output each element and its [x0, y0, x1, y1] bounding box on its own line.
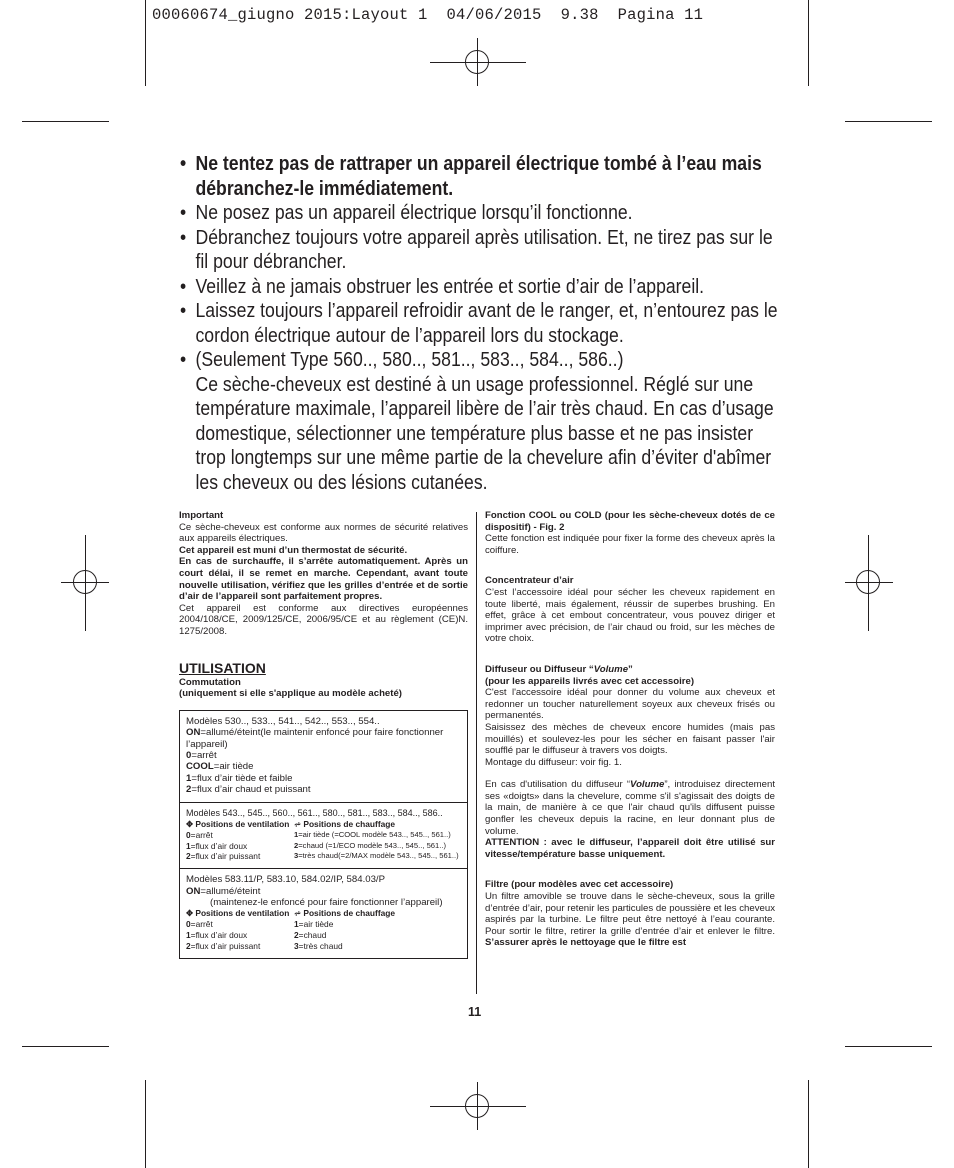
attention-note: ATTENTION : avec le diffuseur, l’appareil doit être utilisé sur vitesse/température basse uniquement. — [485, 837, 775, 860]
cool-text: Cette fonction est indiquée pour fixer la forme des cheveux après la coiffure. — [485, 533, 775, 556]
important-text: Ce sèche-cheveux est conforme aux normes de sécurité relatives aux appareils électriques. — [179, 521, 468, 545]
safety-warnings — [180, 152, 778, 495]
switch-box-2: Modèles 543.., 545.., 560.., 561.., 580.., 581.., 583.., 584.., 586.. ✥ Positions de ventilation 0=arrêt 1=flux d’air doux 2=flux d’air puissant ⩫ Positions de chauffage 1=air tiède (=COOL modèle 543.., 545.., 561..) 2=chaud (=1/ECO modèle 543.., 545.., 561..) 3=très chaud(=2/MAX modèle 543.., 545.., 561..) — [180, 802, 467, 869]
diffuser-text: Montage du diffuseur: voir fig. 1. — [485, 756, 622, 768]
crop-mark — [808, 0, 809, 86]
left-column — [179, 510, 468, 959]
warning-item: • Veillez à ne jamais obstruer les entrée et sortie d’air de l’appareil. — [180, 274, 705, 298]
utilisation-heading: UTILISATION — [179, 659, 266, 676]
diffuser-heading: Diffuseur ou Diffuseur “Volume” — [485, 663, 633, 675]
fan-icon: ✥ — [186, 818, 194, 829]
heating-icon: ⩫ — [294, 818, 302, 829]
filter-heading: Filtre (pour modèles avec cet accessoire) — [485, 879, 674, 891]
fan-icon: ✥ — [186, 908, 194, 919]
warning-item: • Ne tentez pas de rattraper un appareil électrique tombé à l’eau mais débranchez-le immédiatement. — [180, 152, 762, 200]
crop-mark — [22, 1046, 109, 1047]
overheat-note: En cas de surchauffe, il s’arrête automatiquement. Après un court délai, il se remet en marche. Cependant, avant toute nouvelle utilisation, vérifiez que les grilles d’entrée et de sortie d’air de l’appareil sont parfaitement propres. — [179, 556, 468, 603]
crop-mark — [145, 0, 146, 86]
crop-mark — [145, 1080, 146, 1168]
models-line: Modèles 530.., 533.., 541.., 542.., 553.., 554.. — [186, 715, 380, 727]
registration-mark-icon — [856, 570, 880, 594]
warning-item: • Débranchez toujours votre appareil après utilisation. Et, ne tirez pas sur le fil pour débrancher. — [180, 225, 773, 273]
diffuser-subheading: (pour les appareils livrés avec cet accessoire) — [485, 675, 695, 687]
registration-mark-icon — [73, 570, 97, 594]
thermostat-note: Cet appareil est muni d’un thermostat de sécurité. — [179, 544, 408, 556]
right-column — [485, 510, 775, 949]
concentrator-heading: Concentrateur d’air — [485, 575, 574, 587]
concentrator-text: C’est l’accessoire idéal pour sécher les cheveux rapidement en toute liberté, mais également, réussir de superbes brushing. En effet, grâce à cet embout concentrateur, vous pouvez diriger et imprimer avec précision, de l’air chaud ou froid, sur les mèches de votre choix. — [485, 586, 775, 645]
conformity-note: Cet appareil est conforme aux directives européennes 2004/108/CE, 2009/125/CE, 2006/95/CE et au règlement (CE)N. 1275/2008. — [179, 602, 468, 637]
warning-item: • Ne posez pas un appareil électrique lorsqu’il fonctionne. — [180, 201, 633, 224]
page-number: 11 — [468, 1005, 482, 1019]
switch-table — [179, 710, 468, 959]
diffuser-text: C'est l'accessoire idéal pour donner du volume aux cheveux et redonner un toucher naturellement soyeux aux cheveux frisés ou permanentés. — [485, 687, 775, 722]
warning-item: • Laissez toujours l’appareil refroidir avant de le ranger, et, n’entourez pas le cordon électrique autour de l’appareil lors du stockage. — [180, 299, 778, 347]
switch-box-1: Modèles 530.., 533.., 541.., 542.., 553.., 554.. ON=allumé/éteint(le maintenir enfoncé pour faire fonctionner l’appareil) 0=arrêt COOL=air tiède 1=flux d’air tiède et faible 2=flux d’air chaud et puissant — [180, 711, 467, 802]
volume-text: En cas d'utilisation du diffuseur “Volume”, introduisez directement ses «doigts» dans la chevelure, comme s'il s'agissait des doigts de la main, de manière à ce que l'air chaud qu'ils diffusent puisse gonfler les cheveux depuis la racine, en leur donnant plus de volume. — [485, 779, 775, 837]
filter-text: Un filtre amovible se trouve dans le sèche-cheveux, sous la grille d’entrée d’air, pour retenir les particules de poussière et les cheveux aspirés par la turbine. Le filtre peut être nettoyé à l’eau courante. Pour sortir le filtre, retirer la grille d’entrée d’air et enlever le filtre. S’assurer après le nettoyage que le filtre est — [485, 891, 775, 949]
registration-mark-icon — [465, 50, 489, 74]
print-slug: 00060674_giugno 2015:Layout 1 04/06/2015 9.38 Pagina 11 — [152, 6, 704, 24]
diffuser-text: Saisissez des mèches de cheveux encore humides (mais pas mouillés) et soulevez-les pour les sécher en faisant passer l'air soufflé par le diffuseur à travers vos doigts. — [485, 721, 775, 757]
column-divider — [476, 512, 477, 994]
models-line: Modèles 583.11/P, 583.10, 584.02/IP, 584.03/P — [186, 874, 385, 886]
commutation-note: (uniquement si elle s'applique au modèle acheté) — [179, 688, 402, 700]
crop-mark — [845, 121, 932, 122]
commutation-heading: Commutation — [179, 676, 241, 688]
important-heading: Important — [179, 510, 224, 521]
cool-heading: Fonction COOL ou COLD (pour les sèche-cheveux dotés de ce dispositif) - Fig. 2 — [485, 510, 775, 533]
crop-mark — [808, 1080, 809, 1168]
crop-mark — [22, 121, 109, 122]
warning-item: • (Seulement Type 560.., 580.., 581.., 583.., 584.., 586..) Ce sèche-cheveux est destiné à un usage professionnel. Réglé sur une température maximale, l’appareil libère de l’air très chaud. En cas d’usage domestique, sélectionner une température plus basse et ne pas insister trop longtemps sur une même partie de la chevelure afin d’éviter d'abîmer les cheveux ou des lésions cutanées. — [180, 348, 774, 494]
switch-box-3: Modèles 583.11/P, 583.10, 584.02/IP, 584.03/P ON=allumé/éteint (maintenez-le enfoncé pour faire fonctionner l’appareil) ✥ Positions de ventilation 0=arrêt 1=flux d’air doux 2=flux d’air puissant ⩫ Positions de chauffage 1=air tiède 2=chaud 3=très chaud — [180, 868, 467, 957]
crop-mark — [845, 1046, 932, 1047]
heating-icon: ⩫ — [294, 908, 302, 919]
registration-mark-icon — [465, 1094, 489, 1118]
models-line: Modèles 543.., 545.., 560.., 561.., 580.., 581.., 583.., 584.., 586.. — [186, 807, 443, 818]
